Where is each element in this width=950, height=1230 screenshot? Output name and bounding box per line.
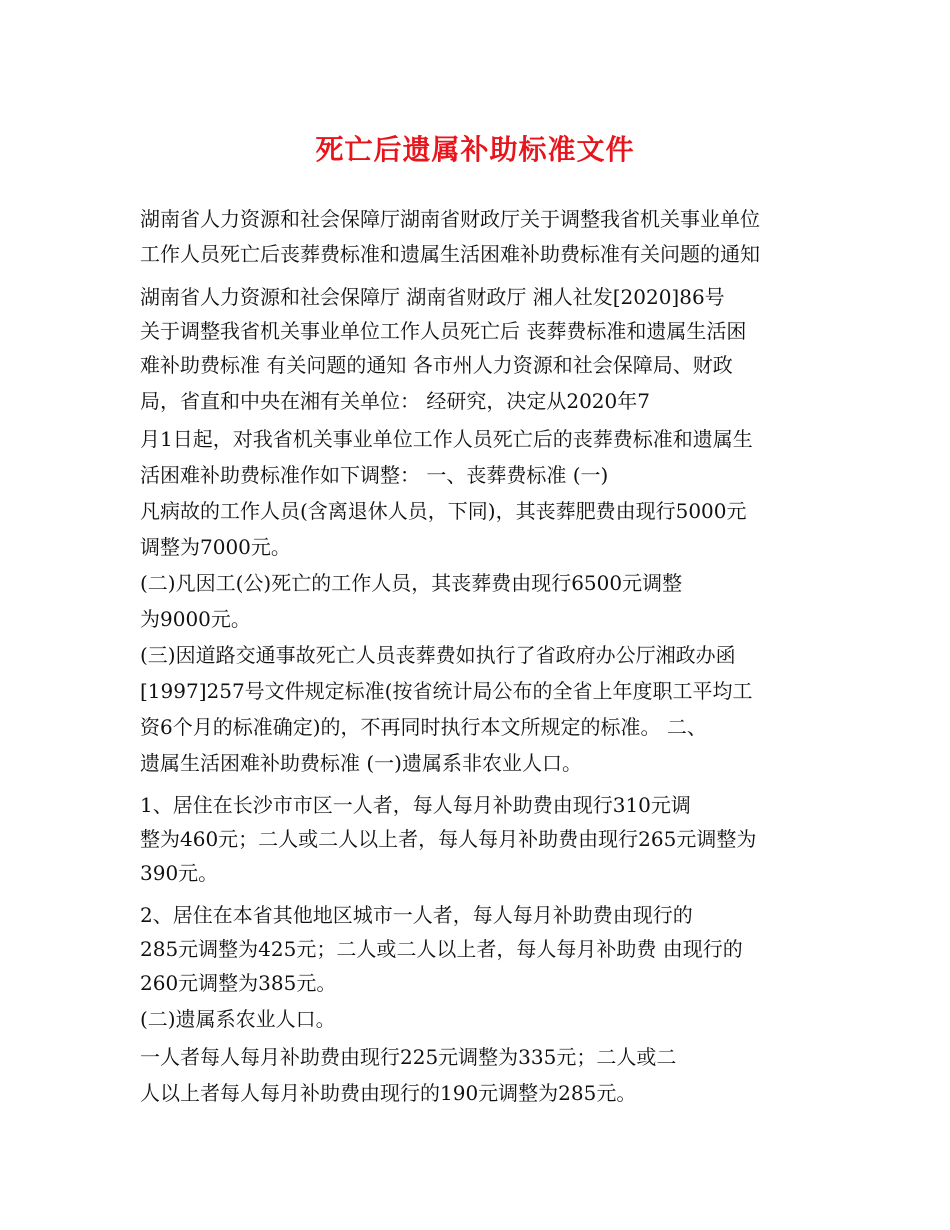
body-line: 一人者每人每月补助费由现行225元调整为335元；二人或二: [140, 1045, 677, 1069]
body-line: 关于调整我省机关事业单位工作人员死亡后 丧葬费标准和遗属生活困: [140, 319, 747, 343]
body-line: 活困难补助费标准作如下调整： 一、丧葬费标准 (一): [140, 463, 609, 487]
body-line: 湖南省人力资源和社会保障厅 湖南省财政厅 湘人社发[2020]86号: [140, 285, 725, 309]
body-line: 390元。: [140, 861, 219, 885]
body-line: 260元调整为385元。: [140, 971, 337, 995]
body-line: (二)凡因工(公)死亡的工作人员，其丧葬费由现行6500元调整: [140, 571, 683, 595]
body-line: (二)遗属系农业人口。: [140, 1007, 336, 1031]
body-line: 凡病故的工作人员(含离退休人员，下同)，其丧葬肥费由现行5000元: [140, 499, 747, 523]
body-line: 2、居住在本省其他地区城市一人者，每人每月补助费由现行的: [140, 903, 693, 927]
body-line: 月1日起，对我省机关事业单位工作人员死亡后的丧葬费标准和遗属生: [140, 427, 753, 451]
body-line: 整为460元；二人或二人以上者，每人每月补助费由现行265元调整为: [140, 827, 757, 851]
body-line: 湖南省人力资源和社会保障厅湖南省财政厅关于调整我省机关事业单位: [140, 207, 760, 231]
body-line: 资6个月的标准确定)的，不再同时执行本文所规定的标准。 二、: [140, 715, 707, 739]
body-line: 局，省直和中央在湘有关单位： 经研究，决定从2020年7: [140, 389, 650, 413]
body-line: 遗属生活困难补助费标准 (一)遗属系非农业人口。: [140, 751, 582, 775]
body-line: 285元调整为425元；二人或二人以上者，每人每月补助费 由现行的: [140, 937, 743, 961]
body-line: 1、居住在长沙市市区一人者，每人每月补助费由现行310元调: [140, 793, 691, 817]
body-line: (三)因道路交通事故死亡人员丧葬费如执行了省政府办公厅湘政办函: [140, 643, 736, 667]
body-line: 人以上者每人每月补助费由现行的190元调整为285元。: [140, 1081, 637, 1105]
body-line: 为9000元。: [140, 607, 251, 631]
body-line: [1997]257号文件规定标准(按省统计局公布的全省上年度职工平均工: [140, 679, 753, 703]
body-line: 难补助费标准 有关问题的通知 各市州人力资源和社会保障局、财政: [140, 353, 733, 377]
body-line: 工作人员死亡后丧葬费标准和遗属生活困难补助费标准有关问题的通知: [140, 242, 760, 266]
body-line: 调整为7000元。: [140, 535, 291, 559]
document-title: 死亡后遗属补助标准文件: [315, 133, 635, 166]
